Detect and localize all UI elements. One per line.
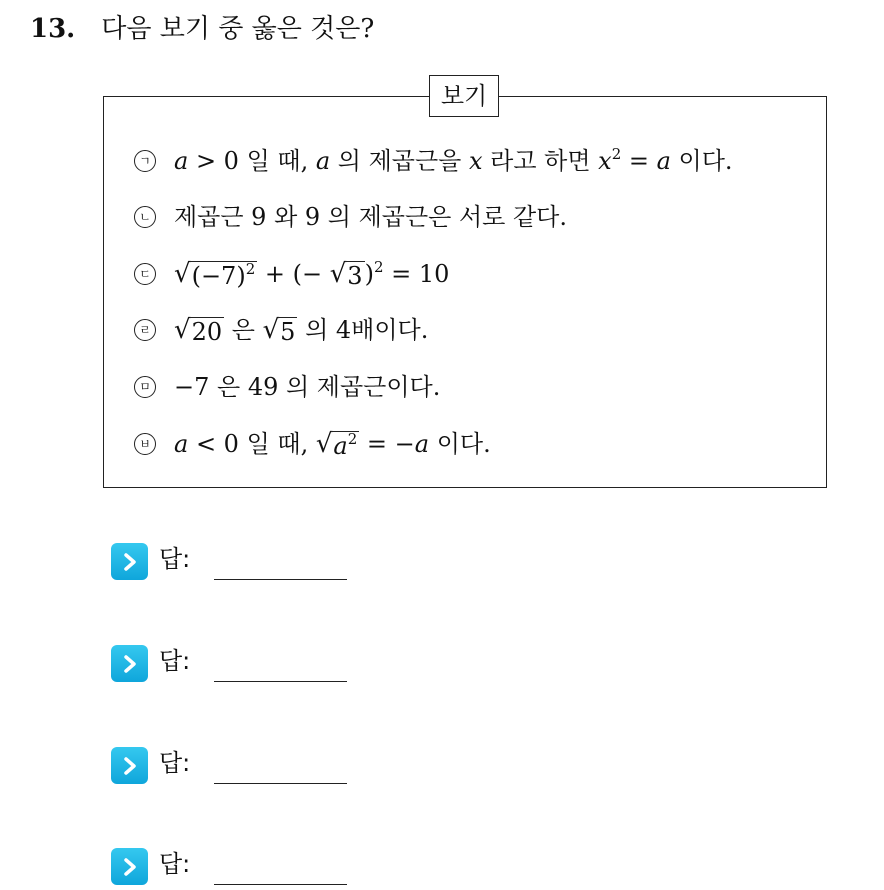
item-text: a < 0 일 때, √ $a^2$ = −a 이다. <box>174 429 491 460</box>
item-marker: ㅁ <box>134 376 156 398</box>
item-text: √ $(-7)^2$ + (− √ 3 )$^2$ = 10 <box>174 258 450 290</box>
answer-row <box>111 543 190 580</box>
sqrt-symbol: √ 3 <box>329 259 363 290</box>
answer-label: 답: <box>159 545 191 573</box>
answer-label: 답: <box>159 647 191 675</box>
chevron-right-icon <box>111 848 148 885</box>
item-marker: ㅂ <box>134 433 156 455</box>
answer-input-line[interactable] <box>214 579 347 580</box>
answer-input-line[interactable] <box>214 783 347 784</box>
item-marker: ㄹ <box>134 319 156 341</box>
answer-row <box>111 747 190 784</box>
sqrt-symbol: √ 20 <box>174 315 223 346</box>
answer-input-line[interactable] <box>214 681 347 682</box>
question-heading <box>30 12 374 46</box>
chevron-right-icon <box>111 747 148 784</box>
item-text: a > 0 일 때, a 의 제곱근을 x 라고 하면 $x^2 = a$ 이다. <box>174 145 733 175</box>
sqrt-symbol: √ $(-7)^2$ <box>174 259 256 290</box>
item-marker: ㄱ <box>134 150 156 172</box>
question-number: 13. <box>30 14 76 44</box>
sqrt-symbol: √ 5 <box>262 315 296 346</box>
answer-label: 답: <box>159 749 191 777</box>
example-box-title: 보기 <box>429 75 499 117</box>
example-item-1 <box>134 145 733 177</box>
item-marker: ㄴ <box>134 206 156 228</box>
question-text: 다음 보기 중 옳은 것은? <box>101 14 375 44</box>
answer-row <box>111 645 190 682</box>
answer-label: 답: <box>159 850 191 878</box>
item-text: 제곱근 9 와 9 의 제곱근은 서로 같다. <box>174 203 567 231</box>
example-item-2 <box>134 201 567 233</box>
example-item-6 <box>134 428 491 460</box>
item-marker: ㄷ <box>134 263 156 285</box>
chevron-right-icon <box>111 645 148 682</box>
chevron-right-icon <box>111 543 148 580</box>
item-text: −7 은 49 의 제곱근이다. <box>174 373 441 401</box>
example-item-5 <box>134 371 440 403</box>
sqrt-symbol: √ $a^2$ <box>315 429 358 460</box>
example-item-3 <box>134 258 449 290</box>
answer-input-line[interactable] <box>214 884 347 885</box>
answer-row <box>111 848 190 885</box>
item-text: √ 20 은 √ 5 의 4배이다. <box>174 315 429 346</box>
example-item-4 <box>134 314 428 346</box>
